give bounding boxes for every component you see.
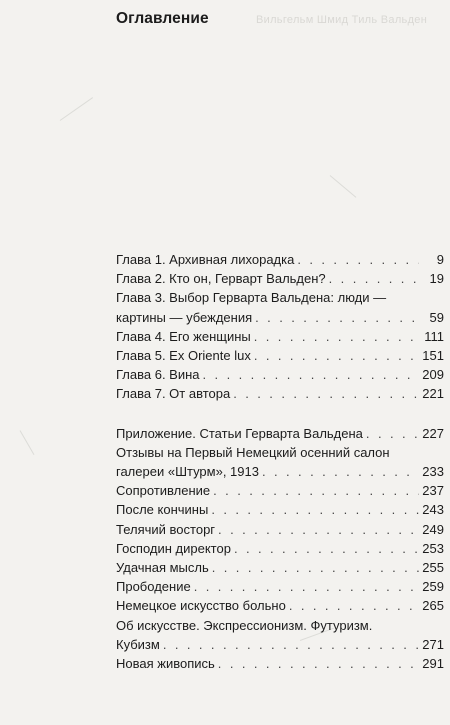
- dot-leader: [213, 481, 419, 500]
- dot-leader: [233, 384, 419, 403]
- toc-entry: [116, 654, 444, 673]
- toc-entry: [116, 443, 444, 481]
- toc-entry: [116, 424, 444, 443]
- toc-entry-title: Глава 7. От автора: [116, 386, 231, 402]
- appendix-section: [116, 424, 444, 674]
- toc-entry-title: Господин директор: [116, 540, 231, 556]
- toc-entry: [116, 500, 444, 519]
- page-number: 111: [424, 328, 444, 344]
- page-number: 271: [422, 636, 444, 652]
- toc-entry: [116, 365, 444, 384]
- toc-entry: [116, 558, 444, 577]
- paper-scratch: [20, 430, 35, 455]
- toc-entry: [116, 481, 444, 500]
- paper-scratch: [60, 97, 93, 121]
- toc-entry-row: [116, 654, 444, 673]
- toc-entry: [116, 269, 444, 288]
- toc-entry-row: [116, 269, 444, 288]
- toc-entry-title: Удачная мысль: [116, 560, 209, 576]
- toc-entry-title: Приложение. Статьи Герварта Вальдена: [116, 425, 363, 441]
- toc-entry-title: Сопротивление: [116, 483, 211, 499]
- toc-entry-title: Прободение: [116, 579, 191, 595]
- page-number: 151: [422, 348, 444, 364]
- page-number: 249: [422, 521, 444, 537]
- dot-leader: [254, 327, 419, 346]
- dot-leader: [194, 577, 419, 596]
- dot-leader: [329, 269, 419, 288]
- toc-entry: [116, 327, 444, 346]
- toc-entry: [116, 577, 444, 596]
- toc-entry-row: [116, 308, 444, 327]
- toc-entry-row: [116, 481, 444, 500]
- dot-leader: [218, 654, 419, 673]
- toc-entry-title: Глава 4. Его женщины: [116, 328, 251, 344]
- toc-entry-row: [116, 462, 444, 481]
- toc-entry: [116, 616, 444, 654]
- toc-entry-title: Кубизм: [116, 636, 160, 652]
- toc-entry-row: [116, 250, 444, 269]
- table-of-contents: [116, 250, 444, 673]
- toc-entry-title: Новая живопись: [116, 656, 215, 672]
- paper-scratch: [330, 175, 357, 198]
- page-number: 259: [422, 579, 444, 595]
- toc-entry-row: [116, 520, 444, 539]
- toc-entry-title: Немецкое искусство больно: [116, 598, 286, 614]
- dot-leader: [254, 346, 419, 365]
- toc-entry-row: [116, 365, 444, 384]
- page-number: 227: [422, 425, 444, 441]
- toc-entry-row: [116, 596, 444, 615]
- dot-leader: [163, 635, 419, 654]
- toc-entry-row: [116, 500, 444, 519]
- toc-entry: [116, 250, 444, 269]
- toc-entry-title: Глава 3. Выбор Герварта Вальдена: люди —: [116, 290, 387, 306]
- toc-entry-title: Глава 1. Архивная лихорадка: [116, 252, 295, 267]
- chapters-section: [116, 250, 444, 404]
- toc-entry-title: После кончины: [116, 502, 209, 518]
- toc-entry-row: [116, 384, 444, 403]
- toc-entry: [116, 596, 444, 615]
- show-through-text: Вильгельм Шмид Тиль Вальден: [256, 14, 428, 26]
- page-number: 209: [422, 367, 444, 383]
- dot-leader: [262, 462, 419, 481]
- toc-entry-title: галереи «Штурм», 1913: [116, 464, 259, 480]
- dot-leader: [212, 558, 419, 577]
- dot-leader: [297, 250, 419, 269]
- page-number: 253: [422, 540, 444, 556]
- page-number: 221: [422, 386, 444, 402]
- page-number: 9: [436, 252, 444, 267]
- toc-entry: [116, 288, 444, 326]
- toc-entry-row: [116, 346, 444, 365]
- page-number: 237: [422, 483, 444, 499]
- toc-entry-row: [116, 558, 444, 577]
- dot-leader: [218, 520, 419, 539]
- page-number: 233: [422, 464, 444, 480]
- toc-entry-title: картины — убеждения: [116, 309, 253, 325]
- page-number: 59: [429, 309, 444, 325]
- page-number: 265: [422, 598, 444, 614]
- dot-leader: [211, 500, 419, 519]
- page-number: 291: [422, 656, 444, 672]
- toc-entry-title: Об искусстве. Экспрессионизм. Футуризм.: [116, 617, 373, 633]
- toc-entry-title: Глава 5. Ex Oriente lux: [116, 348, 251, 364]
- toc-entry-row: [116, 577, 444, 596]
- toc-entry-row: [116, 424, 444, 443]
- page-number: 19: [429, 271, 444, 287]
- dot-leader: [255, 308, 419, 327]
- dot-leader: [366, 424, 419, 443]
- page-title: Оглавление: [116, 10, 209, 27]
- toc-entry: [116, 520, 444, 539]
- page-number: 255: [422, 560, 444, 576]
- toc-entry-title: Глава 2. Кто он, Герварт Вальден?: [116, 271, 326, 287]
- dot-leader: [234, 539, 419, 558]
- toc-entry-title: Телячий восторг: [116, 521, 216, 537]
- toc-entry-title: Глава 6. Вина: [116, 367, 200, 383]
- toc-entry-row: [116, 539, 444, 558]
- toc-entry: [116, 384, 444, 403]
- toc-entry-row: [116, 635, 444, 654]
- dot-leader: [203, 365, 419, 384]
- page-number: 243: [422, 502, 444, 518]
- toc-entry: [116, 539, 444, 558]
- dot-leader: [289, 596, 419, 615]
- toc-entry-title: Отзывы на Первый Немецкий осенний салон: [116, 444, 390, 460]
- toc-entry-row: [116, 327, 444, 346]
- toc-entry: [116, 346, 444, 365]
